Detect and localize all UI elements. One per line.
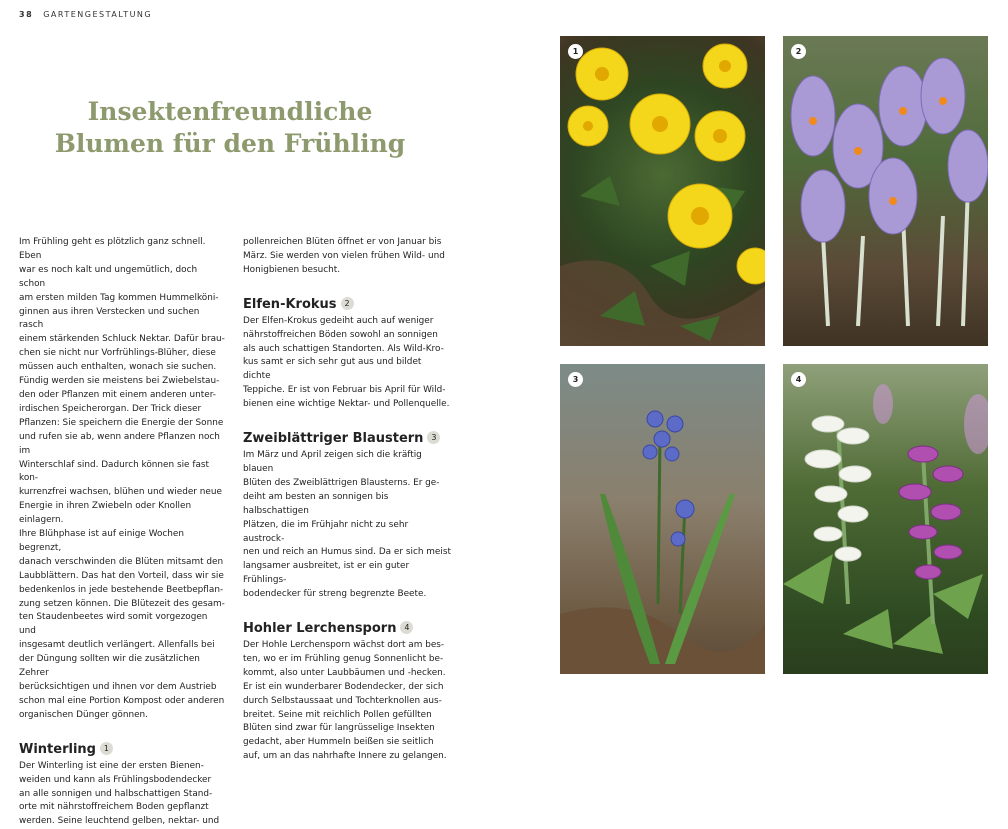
blaustern-illustration [560,364,765,674]
page-header [19,10,152,19]
intro-line: danach verschwinden die Blüten mitsamt den [19,556,224,567]
intro-line: Energie in ihren Zwiebeln oder Knollen einlagern. [19,501,192,526]
photo-blaustern [560,364,765,674]
paragraph-lerchensporn: Der Hohle Lerchensporn wächst dort am bes- ten, wo er im Frühling genug Sonnenlicht be- kommt, also unter Laubbäumen und -hecken. Er ist ein wunderbarer Bodendecker, der sich durch Selbstaussaat und Tochterknollen aus- breitet. Seine mit reichlich Pollen gefüllten Blüten sind zwar für langrüsselige Insekten gedacht, aber Hummeln beißen sie seitlich auf, um an das nahrhafte Innere zu gelangen. [243,640,447,762]
photo-badge: 4 [791,372,806,387]
intro-line: berücksichtigen und ihnen vor dem Austrieb [19,682,217,692]
number-badge: 2 [341,297,354,310]
intro-paragraph [19,236,225,723]
heading-text: Zweiblättriger Blaustern [243,431,424,447]
heading-lerchensporn [243,621,451,637]
intro-line: einem stärkenden Schluck Nektar. Dafür brau- [19,334,225,345]
intro-line: der Düngung sollten wir die zusätzlichen Zehrer [19,654,200,679]
heading-text: Winterling [19,741,96,757]
heading-elfen-krokus [243,297,451,313]
photo-lerchensporn [783,364,988,674]
intro-line: ten Staudenbeetes wird somit vorgezogen und [19,612,208,637]
photo-elfen-krokus [783,36,988,346]
intro-line: zung setzen können. Die Blütezeit des gesam- [19,598,225,609]
lerchensporn-illustration [783,364,988,674]
intro-line: kurrenzfrei wachsen, blühen und wieder neue [19,487,222,498]
paragraph-blaustern: Im März und April zeigen sich die kräftig blauen Blüten des Zweiblättrigen Blausterns. Er ge- deiht am besten an sonnigen bis halbschattigen Plätzen, die im Frühjahr nicht zu sehr austrock- nen und reich an Humus sind. Da er sich meist langsamer ausbreitet, ist er ein guter Frühlings- bodendecker für streng begrenzte Beete. [243,450,451,600]
heading-winterling [19,742,225,758]
intro-line: insgesamt deutlich verlängert. Allenfalls bei [19,640,215,651]
intro-line: Pflanzen: Sie speichern die Energie der Sonne [19,417,224,428]
page-number: 38 [19,10,34,19]
intro-line: müssen auch enthalten, wonach sie suchen. [19,362,217,373]
winterling-illustration [560,36,765,346]
number-badge: 1 [100,742,113,755]
number-badge: 4 [400,621,413,634]
title-line-2: Blumen für den Frühling [54,129,406,158]
paragraph-continuation: pollenreichen Blüten öffnet er von Januar bis März. Sie werden von vielen frühen Wild- und Honigbienen besucht. [243,237,445,275]
intro-line: war es noch kalt und ungemütlich, doch schon [19,264,198,289]
intro-line: Fündig werden sie meistens bei Zwiebelstau- [19,376,220,387]
intro-line: Im Frühling geht es plötzlich ganz schnell. Eben [19,237,206,261]
intro-line: organischen Dünger gönnen. [19,709,148,720]
intro-line: Winterschlaf sind. Dadurch können sie fast kon- [19,459,209,484]
intro-line: und rufen sie ab, wenn andere Pflanzen noch im [19,431,220,456]
section-name: GARTENGESTALTUNG [43,10,153,19]
page-title [30,96,430,160]
intro-line: schon mal eine Portion Kompost oder anderen [19,695,225,706]
heading-blaustern [243,431,451,447]
photo-badge: 2 [791,44,806,59]
text-column-2 [243,236,451,764]
paragraph-winterling: Der Winterling ist eine der ersten Bienen- weiden und kann als Frühlingsbodendecker an alle sonnigen und halbschattigen Stand- orte mit nährstoffreichem Boden gepflanzt werden. Seine leuchtend gelben, nektar- und [19,760,220,827]
intro-line: Ihre Blühphase ist auf einige Wochen begrenzt, [19,529,184,553]
paragraph-elfen-krokus: Der Elfen-Krokus gedeiht auch auf weniger nährstoffreichen Böden sowohl an sonnigen als auch schattigen Standorten. Als Wild-Kro- kus samt er sich sehr gut aus und bildet dichte Teppiche. Er ist von Februar bis April für Wild- bienen eine wichtige Nektar- und Pollenquelle. [243,315,450,410]
number-badge: 3 [427,431,440,444]
photo-badge: 1 [568,44,583,59]
krokus-illustration [783,36,988,346]
intro-line: am ersten milden Tag kommen Hummelköni- [19,292,219,303]
heading-text: Elfen-Krokus [243,296,337,312]
intro-line: Laubblättern. Das hat den Vorteil, dass wir sie [19,570,224,581]
photo-badge: 3 [568,372,583,387]
title-line-1: Insektenfreundliche [87,97,373,126]
intro-line: chen sie nicht nur Vorfrühlings-Blüher, diese [19,348,216,359]
intro-line: irdischen Speicherorgan. Der Trick dieser [19,403,202,414]
intro-line: bedenkenlos in jede bestehende Beetbepflan- [19,584,224,595]
intro-line: den oder Pflanzen mit einem anderen unter- [19,389,216,400]
intro-line: ginnen aus ihren Verstecken und suchen rasch [19,306,200,331]
heading-text: Hohler Lerchensporn [243,621,397,637]
photo-winterling [560,36,765,346]
text-column-1 [19,236,225,829]
